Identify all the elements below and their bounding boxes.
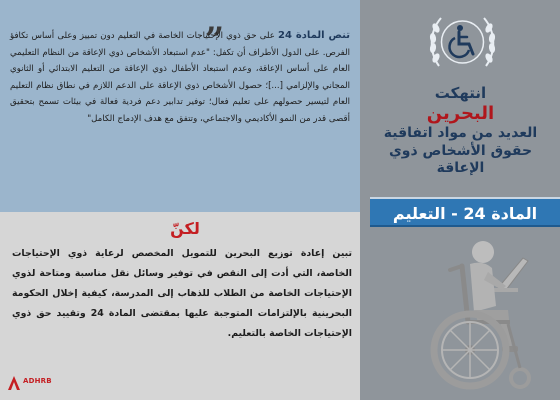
headline-country: البحرين <box>426 102 495 124</box>
quote-body: على حق ذوي الإحتياجات الخاصة في التعليم دون تمييز وعلى أساس تكافؤ الفرص. على الدول الأطراف أن تكفل: "عدم استبعاد الأشخاص ذوي الإعاقة من النظام التعليمي العام على أساس الإعاقة، وعدم استبعاد الأطفال ذوي الإعاقة من التعليم الابتدائي أو الثانوي المجاني والإلزامي [...]؛ حصول الأشخاص ذوي الإعاقة على الدعم اللازم في نطاق نظام التعليم العام لتيسير حصولهم على تعليم فعال؛ توفير تدابير دعم فردية فعالة في بيئات تسمح بتحقيق أقصى قدر من النمو الأكاديمي والاجتماعي، وتتفق مع هدف الإدماج الكامل" <box>10 31 350 124</box>
logo-text: ADHRB <box>23 377 52 385</box>
quote-article-ref: تنص المادة 24 <box>278 30 350 41</box>
body-text: تبين إعادة توزيع البحرين للتمويل المخصص لرعاية ذوي الإحتياجات الخاصة، التي أدت إلى النقص في توفير وسائل نقل مناسبة ومتاحة لذوي الإحتياجات الخاصة من الطلاب للذهاب إلى المدرسة، كيفية إخلال الحكومة البحرينية بالإلتزامات المتوجبة عليها بمقتضى المادة 24 وتقييد حق ذوي الإحتياجات الخاصة بالتعليم. <box>12 248 352 339</box>
headline-line-1: انتهكت <box>434 84 487 102</box>
article-badge: المادة 24 - التعليم <box>370 197 560 227</box>
quote-text <box>10 28 350 127</box>
headline-line-3: العديد من مواد اتفاقية <box>383 125 538 142</box>
headline <box>368 84 553 178</box>
adhrb-logo-icon <box>6 374 54 392</box>
headline-line-5: الإعاقة <box>436 160 485 177</box>
quote-mark-icon: „ <box>205 1 225 41</box>
wheelchair-user-icon <box>388 228 558 400</box>
un-disability-emblem-icon <box>425 8 500 78</box>
but-label: لكنّ <box>170 219 200 238</box>
headline-line-4: حقوق الأشخاص ذوي <box>388 142 533 159</box>
